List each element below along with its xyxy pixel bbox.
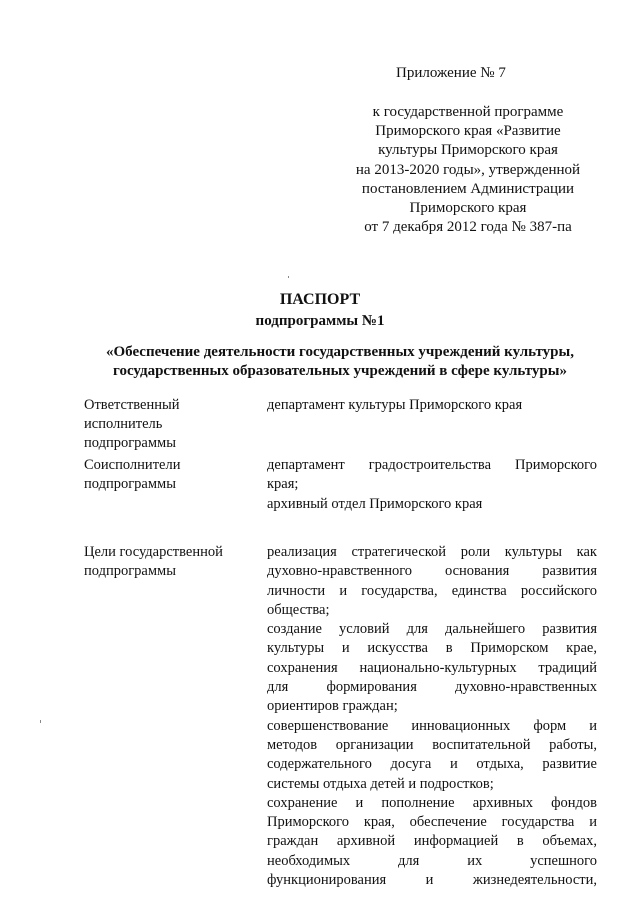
label-line: подпрограммы bbox=[84, 563, 176, 579]
value-word: отдыха, bbox=[476, 756, 524, 773]
value-word: пополнение bbox=[381, 794, 455, 811]
value-word: архивных bbox=[472, 794, 533, 811]
appendix-reference-line: Приморского края «Развитие bbox=[375, 123, 561, 140]
subprogram-name-line: «Обеспечение деятельности государственных учреждений культуры, bbox=[106, 344, 574, 360]
value-word: дальнейшего bbox=[444, 621, 526, 638]
value-line bbox=[267, 582, 597, 601]
value-line bbox=[267, 794, 597, 813]
value-line bbox=[267, 736, 597, 755]
appendix-title: Приложение № 7 bbox=[396, 65, 506, 81]
value-word: необходимых bbox=[267, 852, 351, 869]
label-line: подпрограммы bbox=[84, 476, 176, 492]
value-word: стратегической bbox=[351, 544, 447, 560]
value-line bbox=[267, 475, 597, 494]
value-line bbox=[267, 456, 597, 475]
value-line bbox=[267, 620, 597, 639]
value-word: совершенствование bbox=[267, 717, 389, 734]
scan-speck bbox=[288, 276, 289, 278]
appendix-reference-line: к государственной программе bbox=[372, 104, 564, 120]
value-word: российского bbox=[520, 582, 597, 599]
responsible-executor-value bbox=[267, 396, 597, 415]
value-word: роли bbox=[460, 544, 491, 560]
label-line: Ответственный bbox=[84, 397, 180, 413]
label-line: Соисполнители bbox=[84, 457, 181, 473]
value-line bbox=[267, 562, 597, 581]
value-word: Приморском bbox=[470, 640, 549, 657]
value-word: создание bbox=[267, 621, 322, 638]
appendix-reference-line: постановлением Администрации bbox=[361, 180, 575, 197]
value-line bbox=[267, 852, 597, 871]
value-word: Приморского bbox=[267, 814, 349, 831]
value-line bbox=[267, 832, 597, 851]
value-word: культуры bbox=[267, 640, 325, 657]
value-word: культуры bbox=[504, 544, 562, 560]
appendix-reference-line: культуры Приморского края bbox=[378, 142, 558, 159]
label-line: подпрограммы bbox=[84, 435, 176, 451]
value-word: объемах, bbox=[542, 833, 597, 850]
value-word: градостроительства bbox=[368, 457, 492, 473]
value-word: традиций bbox=[538, 659, 597, 676]
value-line bbox=[267, 659, 597, 678]
value-word: их bbox=[467, 852, 483, 869]
value-word: общества; bbox=[267, 601, 330, 618]
value-word: и bbox=[339, 582, 348, 599]
value-word: успешного bbox=[530, 852, 597, 869]
value-word: информацией bbox=[413, 833, 499, 850]
value-word: архивный отдел Приморского края bbox=[267, 495, 483, 512]
value-word: условий bbox=[338, 621, 390, 638]
value-word: для bbox=[398, 852, 420, 869]
value-word: и bbox=[449, 756, 458, 773]
value-word: формирования bbox=[326, 679, 417, 696]
goals-value bbox=[267, 543, 597, 890]
value-word: развития bbox=[542, 563, 597, 580]
value-word: сохранение bbox=[267, 794, 338, 811]
label-line: Цели государственной bbox=[84, 544, 223, 560]
value-word: содержательного bbox=[267, 756, 372, 773]
value-word: воспитательной bbox=[432, 736, 531, 753]
value-word: и bbox=[589, 717, 597, 734]
value-line bbox=[267, 871, 597, 890]
value-word: крае, bbox=[566, 640, 597, 657]
scan-speck bbox=[40, 720, 41, 723]
label-line: исполнитель bbox=[84, 416, 163, 432]
responsible-executor-label bbox=[84, 396, 254, 453]
value-word: ориентиров граждан; bbox=[267, 698, 398, 715]
value-line bbox=[267, 813, 597, 832]
value-word: государства bbox=[501, 814, 575, 831]
value-word: и bbox=[425, 872, 434, 889]
subprogram-name bbox=[60, 343, 620, 381]
value-word: искусства bbox=[367, 640, 428, 657]
value-word: духовно-нравственного bbox=[267, 563, 413, 580]
value-word: форм bbox=[533, 717, 567, 734]
value-line bbox=[267, 755, 597, 774]
value-word: развитие bbox=[542, 756, 597, 773]
value-word: края, bbox=[363, 814, 395, 831]
value-line bbox=[267, 639, 597, 658]
value-line bbox=[267, 697, 597, 716]
value-word: для bbox=[267, 679, 289, 696]
value-word: развития bbox=[542, 621, 597, 638]
value-word: государства, bbox=[361, 582, 438, 599]
value-word: граждан bbox=[267, 833, 319, 850]
value-line bbox=[267, 495, 597, 514]
value-word: архивной bbox=[336, 833, 396, 850]
document-subtitle: подпрограммы №1 bbox=[255, 313, 385, 329]
value-word: и bbox=[589, 814, 597, 831]
value-word: функционирования bbox=[267, 872, 387, 889]
coexecutors-value bbox=[267, 456, 597, 514]
appendix-reference-line: Приморского края bbox=[409, 200, 527, 217]
value-word: инновационных bbox=[411, 717, 511, 734]
appendix-reference-line: на 2013-2020 годы», утвержденной bbox=[355, 161, 581, 178]
value-word: жизнедеятельности, bbox=[472, 872, 597, 889]
value-word: и bbox=[341, 640, 350, 657]
value-word: для bbox=[406, 621, 428, 638]
value-word: реализация bbox=[267, 544, 337, 560]
value-word: основания bbox=[444, 563, 510, 580]
value-line bbox=[267, 717, 597, 736]
subprogram-name-line: государственных образовательных учреждений в сфере культуры» bbox=[113, 363, 567, 379]
value-word: обеспечение bbox=[409, 814, 487, 831]
value-word: сохранения bbox=[267, 659, 338, 676]
value-word: единства bbox=[451, 582, 507, 599]
appendix-reference-line: от 7 декабря 2012 года № 387-па bbox=[364, 219, 572, 236]
value-word: методов bbox=[267, 736, 318, 753]
value-word: департамент bbox=[267, 457, 345, 473]
value-word: в bbox=[445, 640, 453, 657]
value-line bbox=[267, 775, 597, 794]
value-line: департамент культуры Приморского края bbox=[267, 397, 523, 413]
value-word: Приморского bbox=[515, 457, 597, 473]
document-title: ПАСПОРТ bbox=[279, 291, 361, 308]
value-word: национально-культурных bbox=[359, 659, 517, 676]
value-word: системы отдыха детей и подростков; bbox=[267, 775, 494, 792]
coexecutors-label bbox=[84, 456, 254, 494]
value-line bbox=[267, 543, 597, 562]
value-line bbox=[267, 678, 597, 697]
value-word: духовно-нравственных bbox=[455, 679, 597, 696]
value-word: личности bbox=[267, 582, 326, 599]
value-word: как bbox=[576, 544, 597, 560]
value-line bbox=[267, 601, 597, 620]
value-word: фондов bbox=[551, 794, 597, 811]
value-word: края; bbox=[267, 476, 299, 493]
goals-label bbox=[84, 543, 254, 581]
value-word: досуга bbox=[390, 756, 432, 773]
appendix-reference bbox=[318, 103, 618, 237]
value-word: организации bbox=[335, 736, 414, 753]
value-word: работы, bbox=[549, 736, 597, 753]
value-word: и bbox=[355, 794, 364, 811]
value-word: в bbox=[516, 833, 524, 850]
